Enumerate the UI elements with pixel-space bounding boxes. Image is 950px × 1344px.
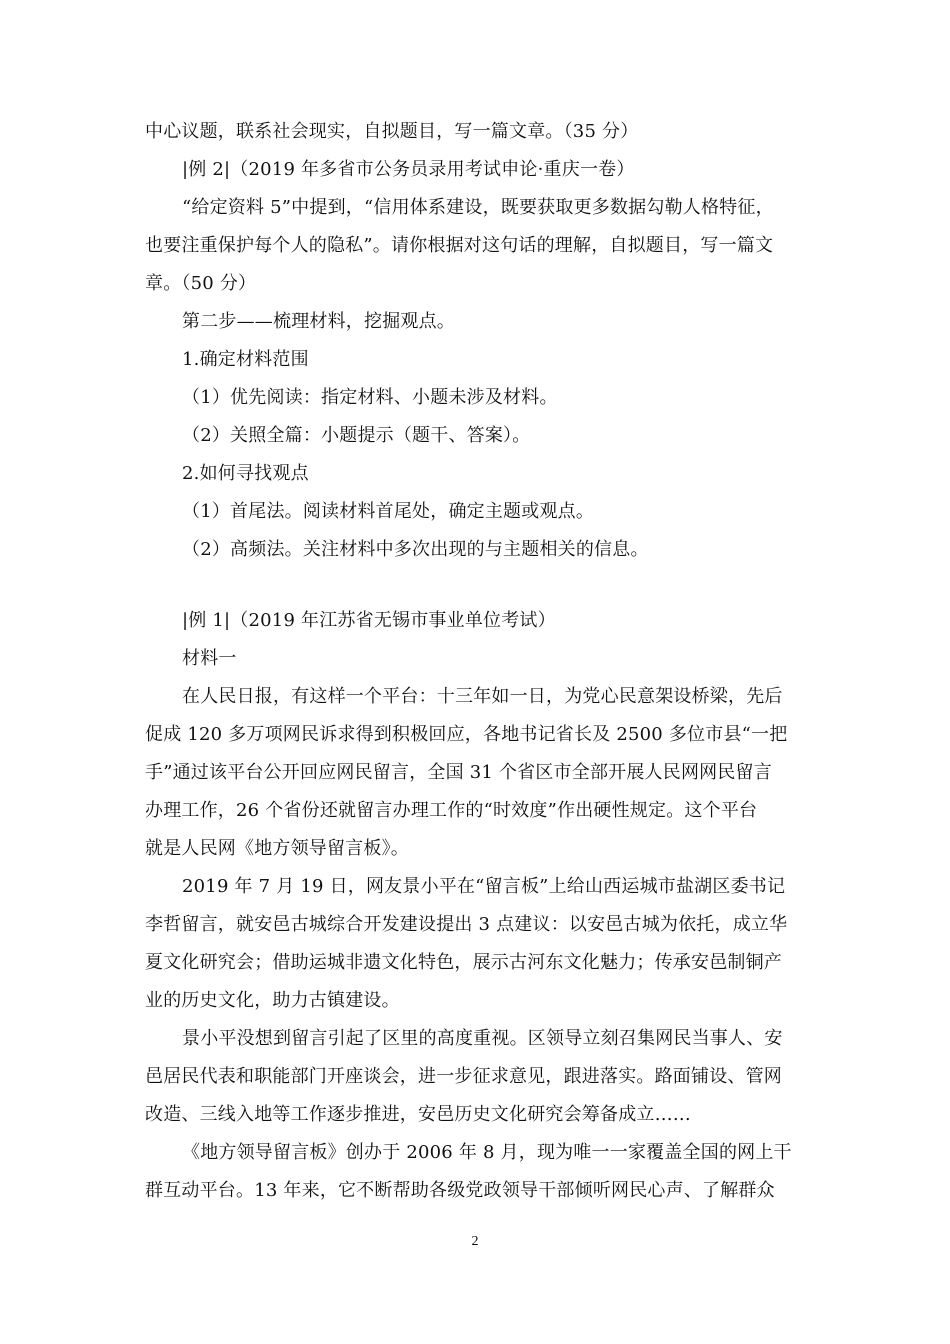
text-line: 也要注重保护每个人的隐私”。请你根据对这句话的理解，自拟题目，写一篇文 — [145, 235, 774, 256]
list-item: （1）首尾法。阅读材料首尾处，确定主题或观点。 — [182, 501, 595, 522]
section-heading: 第二步——梳理材料，挖掘观点。 — [182, 311, 455, 332]
text-line: 改造、三线入地等工作逐步推进，安邑历史文化研究会筹备成立…… — [145, 1104, 691, 1125]
text-line: 景小平没想到留言引起了区里的高度重视。区领导立刻召集网民当事人、安 — [182, 1028, 783, 1049]
text-line: 促成 120 多万项网民诉求得到积极回应，各地书记省长及 2500 多位市县“一把 — [145, 724, 788, 745]
text-line: 《地方领导留言板》创办于 2006 年 8 月，现为唯一一家覆盖全国的网上干 — [182, 1142, 792, 1163]
text-line: 章。（50 分） — [145, 273, 257, 294]
text-line: 在人民日报，有这样一个平台：十三年如一日，为党心民意架设桥梁，先后 — [182, 686, 783, 707]
list-item: （2）高频法。关注材料中多次出现的与主题相关的信息。 — [182, 539, 649, 560]
list-item: （1）优先阅读：指定材料、小题未涉及材料。 — [182, 387, 558, 408]
text-line: 就是人民网《地方领导留言板》。 — [145, 838, 409, 859]
example-heading: |例 1|（2019 年江苏省无锡市事业单位考试） — [182, 610, 556, 631]
text-line: 群互动平台。13 年来，它不断帮助各级党政领导干部倾听网民心声、了解群众 — [145, 1180, 775, 1201]
list-item: （2）关照全篇：小题提示（题干、答案）。 — [182, 425, 531, 446]
text-line: 李哲留言，就安邑古城综合开发建设提出 3 点建议：以安邑古城为依托，成立华 — [145, 914, 788, 935]
text-line: 手”通过该平台公开回应网民留言，全国 31 个省区市全部开展人民网网民留言 — [145, 762, 772, 783]
text-line: 2019 年 7 月 19 日，网友景小平在“留言板”上给山西运城市盐湖区委书记 — [182, 876, 786, 897]
text-line: 邑居民代表和职能部门开座谈会，进一步征求意见，跟进落实。路面铺设、管网 — [145, 1066, 782, 1087]
example-heading: |例 2|（2019 年多省市公务员录用考试申论·重庆一卷） — [182, 159, 635, 180]
subsection-heading: 2.如何寻找观点 — [182, 463, 309, 484]
material-label: 材料一 — [182, 648, 237, 669]
text-line: 业的历史文化，助力古镇建设。 — [145, 990, 400, 1011]
page-number: 2 — [471, 1234, 479, 1249]
text-line: 夏文化研究会；借助运城非遗文化特色，展示古河东文化魅力；传承安邑制铜产 — [145, 952, 782, 973]
subsection-heading: 1.确定材料范围 — [182, 349, 309, 370]
text-line: 中心议题，联系社会现实，自拟题目，写一篇文章。（35 分） — [145, 121, 639, 142]
text-line: “给定资料 5”中提到，“信用体系建设，既要获取更多数据勾勒人格特征， — [182, 197, 774, 218]
text-line: 办理工作，26 个省份还就留言办理工作的“时效度”作出硬性规定。这个平台 — [145, 800, 758, 821]
